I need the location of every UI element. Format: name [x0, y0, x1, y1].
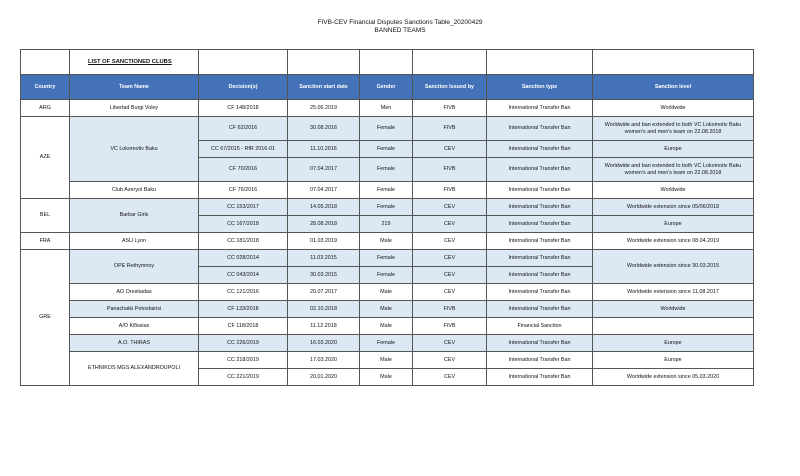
- sanction-date-cell: 25.06.2019: [288, 100, 360, 117]
- header-team-name: Team Name: [70, 75, 199, 100]
- sanction-type-cell: International Transfer Ban: [487, 158, 593, 182]
- blank-cell: [21, 50, 70, 75]
- gender-cell: Female: [360, 250, 413, 267]
- sanction-level-cell: Worldwide: [593, 182, 754, 199]
- team-name-cell: Libertad Burgi Voley: [70, 100, 199, 117]
- sanction-level-cell: Europe: [593, 216, 754, 233]
- sanction-date-cell: 02.10.2018: [288, 301, 360, 318]
- gender-cell: Male: [360, 352, 413, 369]
- sanctions-table: [20, 49, 754, 386]
- issued-by-cell: FIVB: [413, 318, 487, 335]
- team-name-cell: VC Lokomotiv Baku: [70, 117, 199, 182]
- document-subtitle: BANNED TEAMS: [374, 27, 426, 34]
- document-title: FIVB-CEV Financial Disputes Sanctions Table_20200429: [317, 19, 483, 26]
- decision-cell: CC 221/2019: [199, 369, 288, 386]
- issued-by-cell: CEV: [413, 335, 487, 352]
- sanction-type-cell: International Transfer Ban: [487, 352, 593, 369]
- gender-cell: Female: [360, 267, 413, 284]
- issued-by-cell: FIVB: [413, 158, 487, 182]
- sanction-date-cell: 11.10.2016: [288, 141, 360, 158]
- table-row: [21, 117, 754, 141]
- sanction-type-cell: International Transfer Ban: [487, 199, 593, 216]
- sanction-level-cell: Worldwide extension since 05/06/2018: [593, 199, 754, 216]
- decision-cell: CC 121/2016: [199, 284, 288, 301]
- gender-cell: Female: [360, 141, 413, 158]
- issued-by-cell: CEV: [413, 352, 487, 369]
- sanction-date-cell: 07.04.2017: [288, 182, 360, 199]
- table-row: [21, 250, 754, 267]
- gender-cell: Female: [360, 182, 413, 199]
- sanction-level-cell: Worldwide extension since 08.04.2019: [593, 233, 754, 250]
- sanction-date-cell: 01.03.2019: [288, 233, 360, 250]
- blank-cell: [593, 50, 754, 75]
- header-sanction-type: Sanction type: [487, 75, 593, 100]
- team-name-cell: Panachaiki Petosfairisi: [70, 301, 199, 318]
- gender-cell: Female: [360, 199, 413, 216]
- sanction-date-cell: 30.03.2015: [288, 267, 360, 284]
- table-row: [21, 301, 754, 318]
- issued-by-cell: CEV: [413, 267, 487, 284]
- sanction-level-cell: Worldwide extension since 05.03.2020: [593, 369, 754, 386]
- table-row: [21, 199, 754, 216]
- sanction-level-cell: Europe: [593, 141, 754, 158]
- issued-by-cell: FIVB: [413, 301, 487, 318]
- header-decisions: Decision(s): [199, 75, 288, 100]
- team-name-cell: A.O. THIRAS: [70, 335, 199, 352]
- decision-cell: CC 167/2018: [199, 216, 288, 233]
- blank-cell: [413, 50, 487, 75]
- country-cell: AZE: [21, 117, 70, 199]
- gender-cell: Male: [360, 318, 413, 335]
- issued-by-cell: FIVB: [413, 100, 487, 117]
- decision-cell: CF 62/2016: [199, 117, 288, 141]
- decision-cell: CC 028/2014: [199, 250, 288, 267]
- header-sanction-issued-by: Sanction Issued by: [413, 75, 487, 100]
- gender-cell: Men: [360, 100, 413, 117]
- blank-cell: [199, 50, 288, 75]
- gender-cell: Female: [360, 158, 413, 182]
- gender-cell: Female: [360, 117, 413, 141]
- sanction-date-cell: 11.03.2015: [288, 250, 360, 267]
- decision-cell: CF 76/2016: [199, 182, 288, 199]
- sanction-type-cell: International Transfer Ban: [487, 301, 593, 318]
- header-gender: Gender: [360, 75, 413, 100]
- sanction-type-cell: International Transfer Ban: [487, 141, 593, 158]
- decision-cell: CF 148/2018: [199, 100, 288, 117]
- gender-cell: Female: [360, 335, 413, 352]
- sanction-level-cell: [593, 318, 754, 335]
- blank-cell: [360, 50, 413, 75]
- sanction-date-cell: 30.08.2016: [288, 117, 360, 141]
- team-name-cell: ASU Lyon: [70, 233, 199, 250]
- section-label: LIST OF SANCTIONED CLUBS: [70, 50, 199, 75]
- sanction-type-cell: Financial Sanction: [487, 318, 593, 335]
- sanction-level-cell: Europe: [593, 335, 754, 352]
- gender-cell: Male: [360, 233, 413, 250]
- team-name-cell: A/O Kifissias: [70, 318, 199, 335]
- sanction-type-cell: International Transfer Ban: [487, 335, 593, 352]
- header-country: Country: [21, 75, 70, 100]
- sanction-type-cell: International Transfer Ban: [487, 369, 593, 386]
- team-name-cell: AO Orestiadas: [70, 284, 199, 301]
- sanction-date-cell: 07.04.2017: [288, 158, 360, 182]
- team-name-cell: Barbar Girls: [70, 199, 199, 233]
- table-row: [21, 318, 754, 335]
- sanction-date-cell: 17.03.2020: [288, 352, 360, 369]
- issued-by-cell: CEV: [413, 141, 487, 158]
- decision-cell: CC 181/2018: [199, 233, 288, 250]
- team-name-cell: Club Azeryol Baku: [70, 182, 199, 199]
- table-row: [21, 100, 754, 117]
- issued-by-cell: CEV: [413, 284, 487, 301]
- decision-cell: CC 67/2015 - RfR 2016-01: [199, 141, 288, 158]
- issued-by-cell: CEV: [413, 369, 487, 386]
- gender-cell: Male: [360, 284, 413, 301]
- table-row: [21, 233, 754, 250]
- sanction-type-cell: International Transfer Ban: [487, 216, 593, 233]
- sanction-date-cell: 28.08.2018: [288, 216, 360, 233]
- issued-by-cell: CEV: [413, 233, 487, 250]
- issued-by-cell: CEV: [413, 216, 487, 233]
- team-name-cell: OPE Rethymnoy: [70, 250, 199, 284]
- sanction-level-cell: Worldwide and ban extended to both VC Lokomotiv Baku women's and men's team on 22.08.2018: [593, 158, 754, 182]
- header-sanction-start-date: Sanction start date: [288, 75, 360, 100]
- table-row: [21, 352, 754, 369]
- table-row: [21, 182, 754, 199]
- issued-by-cell: FIVB: [413, 117, 487, 141]
- header-sanction-level: Sanction level: [593, 75, 754, 100]
- country-cell: ARG: [21, 100, 70, 117]
- blank-cell: [487, 50, 593, 75]
- table-row: [21, 284, 754, 301]
- sanction-level-cell: Worldwide extension since 11.08.2017: [593, 284, 754, 301]
- sanction-type-cell: International Transfer Ban: [487, 267, 593, 284]
- sanction-date-cell: 11.12.2018: [288, 318, 360, 335]
- issued-by-cell: CEV: [413, 199, 487, 216]
- decision-cell: CC 218/2019: [199, 352, 288, 369]
- sanction-level-cell: Worldwide and ban extended to both VC Lokomotiv Baku women's and men's team on 22.08.2018: [593, 117, 754, 141]
- gender-cell: Male: [360, 369, 413, 386]
- sanction-level-cell: Worldwide extension since 30.03.2015: [593, 250, 754, 284]
- country-cell: GRE: [21, 250, 70, 386]
- sanction-type-cell: International Transfer Ban: [487, 100, 593, 117]
- sanction-type-cell: International Transfer Ban: [487, 182, 593, 199]
- table-row: [21, 335, 754, 352]
- sanction-date-cell: 20.01.2020: [288, 369, 360, 386]
- issued-by-cell: CEV: [413, 250, 487, 267]
- decision-cell: CF 133/2018: [199, 301, 288, 318]
- sanction-level-cell: Worldwide: [593, 100, 754, 117]
- decision-cell: CF 70/2016: [199, 158, 288, 182]
- team-name-cell: ETHNIKOS MGS ALEXANDROUPOLI: [70, 352, 199, 386]
- sanction-date-cell: 16.03.2020: [288, 335, 360, 352]
- blank-cell: [288, 50, 360, 75]
- sanction-type-cell: International Transfer Ban: [487, 284, 593, 301]
- sanction-level-cell: Europe: [593, 352, 754, 369]
- sanction-date-cell: 20.07.2017: [288, 284, 360, 301]
- sanction-type-cell: International Transfer Ban: [487, 233, 593, 250]
- decision-cell: CC 043/2014: [199, 267, 288, 284]
- country-cell: FRA: [21, 233, 70, 250]
- decision-cell: CC 226/2019: [199, 335, 288, 352]
- sanction-date-cell: 14.05.2018: [288, 199, 360, 216]
- decision-cell: CF 118/2018: [199, 318, 288, 335]
- decision-cell: CC 153/2017: [199, 199, 288, 216]
- sanction-type-cell: International Transfer Ban: [487, 117, 593, 141]
- gender-cell: Male: [360, 301, 413, 318]
- gender-cell: 219: [360, 216, 413, 233]
- issued-by-cell: FIVB: [413, 182, 487, 199]
- sanction-type-cell: International Transfer Ban: [487, 250, 593, 267]
- sanction-level-cell: Worldwide: [593, 301, 754, 318]
- country-cell: BEL: [21, 199, 70, 233]
